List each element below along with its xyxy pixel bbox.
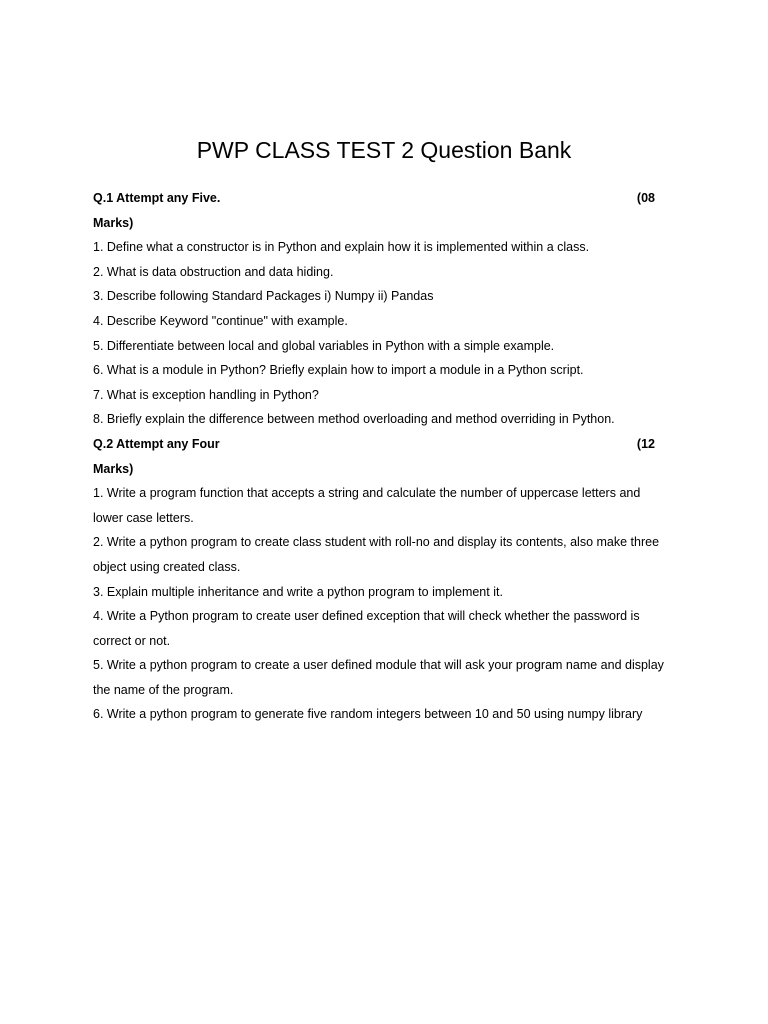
section-q1 — [93, 186, 673, 432]
question-item: 3. Describe following Standard Packages i) Numpy ii) Pandas — [93, 289, 434, 304]
question-item: 4. Write a Python program to create user defined exception that will check whether the password is correct or not. — [93, 609, 640, 648]
section-marks-continued: Marks) — [93, 215, 134, 230]
question-item: 5. Differentiate between local and global variables in Python with a simple example. — [93, 338, 555, 353]
section-marks: (08 — [636, 191, 655, 205]
section-marks: (12 — [636, 436, 655, 451]
section-heading-text: Q.1 Attempt any Five. — [93, 191, 221, 205]
question-item: 5. Write a python program to create a user defined module that will ask your program name and display the name of the program. — [93, 658, 664, 697]
question-item: 1. Write a program function that accepts a string and calculate the number of uppercase letters and lower case letters. — [93, 486, 641, 525]
question-item: 8. Briefly explain the difference between method overloading and method overriding in Python. — [93, 412, 615, 427]
question-item: 1. Define what a constructor is in Python and explain how it is implemented within a class. — [93, 240, 590, 255]
question-item: 2. What is data obstruction and data hiding. — [93, 264, 334, 279]
question-item: 4. Describe Keyword "continue" with example. — [93, 313, 348, 328]
question-item: 3. Explain multiple inheritance and write a python program to implement it. — [93, 584, 503, 599]
section-marks-continued: Marks) — [93, 461, 134, 476]
question-item: 6. Write a python program to generate five random integers between 10 and 50 using numpy library — [93, 707, 643, 722]
document-title: PWP CLASS TEST 2 Question Bank — [196, 137, 572, 163]
question-item: 2. Write a python program to create class student with roll-no and display its contents, also make three object using created class. — [93, 535, 660, 574]
section-heading — [93, 186, 673, 211]
question-item: 7. What is exception handling in Python? — [93, 387, 319, 402]
section-heading — [93, 432, 673, 457]
section-heading-text: Q.2 Attempt any Four — [93, 436, 220, 451]
question-item: 6. What is a module in Python? Briefly explain how to import a module in a Python script. — [93, 363, 584, 378]
document-page — [93, 134, 673, 727]
section-q2 — [93, 432, 673, 727]
